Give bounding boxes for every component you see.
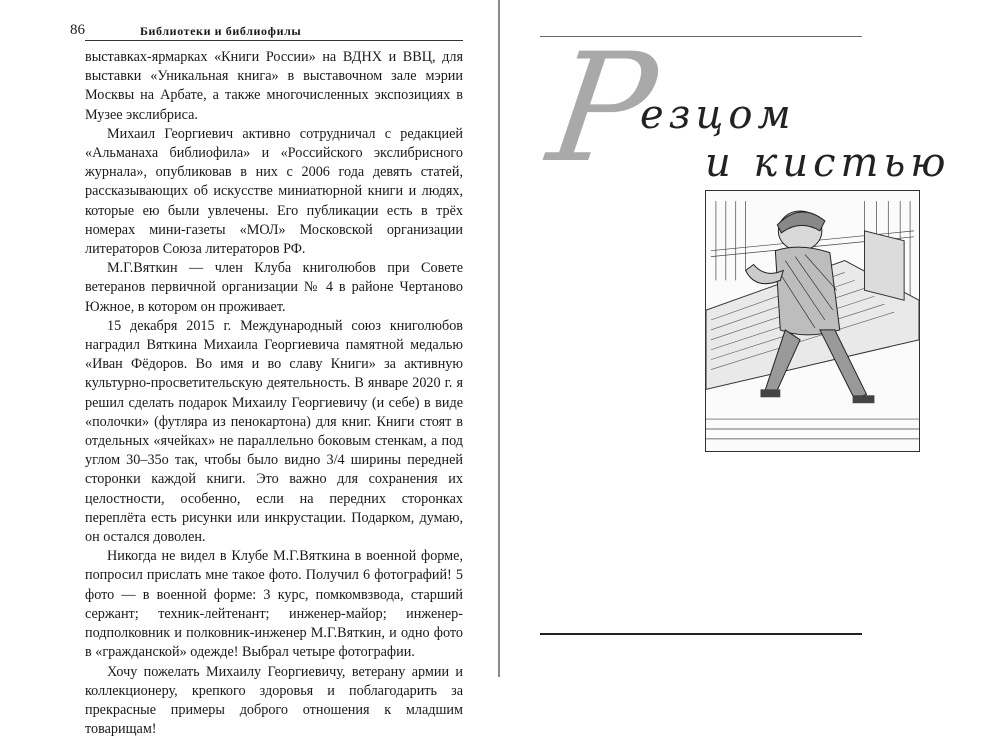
chapter-title-line2: и кистью: [705, 140, 950, 186]
header-rule: [85, 40, 463, 41]
paragraph: Михаил Георгиевич активно сотрудничал с редакцией «Альманаха библиофила» и «Российского экслибрисного журнала», опубликовав в них с 2006 года девять статей, рассказывающих об искусстве миниатюрной книги и людях, которые ею были увлечены. Его публикации есть в трёх номерах мини-газеты «МОЛ» Московской организации литераторов Союза литераторов РФ.: [85, 125, 463, 259]
left-page: [0, 0, 498, 677]
bottom-rule: [540, 633, 862, 635]
page-number: 86: [70, 22, 85, 39]
paragraph: выставках-ярмарках «Книги России» на ВДНХ и ВВЦ, для выставки «Уникальная книга» в выставочном зале мэрии Москвы на Арбате, а также многочисленных экспозициях в Музее экслибриса.: [85, 48, 463, 125]
paragraph: 15 декабря 2015 г. Международный союз книголюбов наградил Вяткина Михаила Георгиевича памятной медалью «Иван Фёдоров. Во имя и во славу Книги» за активную культурно-просветительскую деятельность. В январе 2020 г. я решил сделать подарок Михаилу Георгиевичу (и себе) в виде «полочки» (футляра из пенокартона) для книг. Книги стоят в отдельных «ячейках» не параллельно боковым стенкам, а под углом 30–35o так, чтобы было видно 3/4 ширины передней сторонки каждой книги. Это важно для сохранения их целостности, особенно, если на передних сторонках переплёта есть рисунки или инкрустации. Подарком, думаю, он остался доволен.: [85, 317, 463, 547]
right-page: [500, 0, 1000, 677]
woodcut-engraver-illustration: [705, 190, 920, 452]
body-text: [85, 48, 463, 739]
decorative-initial: Р: [541, 34, 663, 184]
paragraph: Хочу пожелать Михаилу Георгиевичу, ветерану армии и коллекционеру, крепкого здоровья и поблагодарить за прекрасные примеры доброго отношения к младшим товарищам!: [85, 663, 463, 739]
paragraph: Никогда не видел в Клубе М.Г.Вяткина в военной форме, попросил прислать мне такое фото. Получил 6 фотографий! 5 фото — в военной форме: 3 курс, помкомвзвода, старший сержант; техник-лейтенант; инженер-майор; инженер-подполковник и полковник-инженер М.Г.Вяткин, и одно фото в «гражданской» одежде! Выбрал четыре фотографии.: [85, 547, 463, 662]
chapter-title-line1: езцом: [640, 92, 796, 138]
running-head: Библиотеки и библиофилы: [140, 24, 301, 39]
engraving-icon: [706, 191, 919, 451]
paragraph: М.Г.Вяткин — член Клуба книголюбов при Совете ветеранов первичной организации № 4 в районе Чертаново Южное, в котором он проживает.: [85, 259, 463, 317]
